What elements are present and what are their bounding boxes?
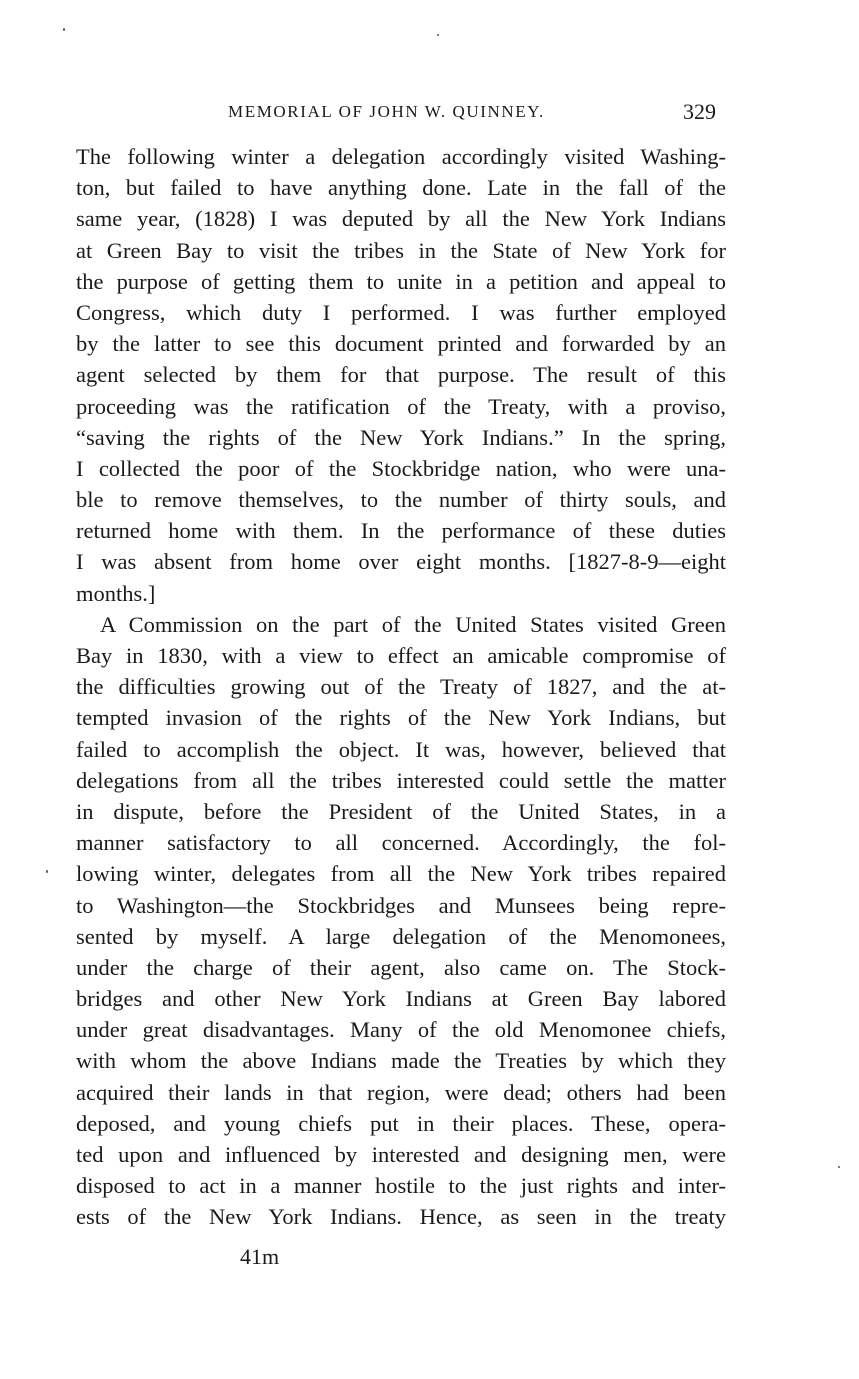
paragraph (76, 141, 726, 609)
text-line: the difficulties growing out of the Treaty of 1827, and the at- (76, 674, 726, 700)
text-line: same year, (1828) I was deputed by all the New York Indians (76, 206, 726, 232)
text-line: I collected the poor of the Stockbridge nation, who were una- (76, 455, 726, 481)
body-text (76, 141, 726, 1233)
text-line-first: A Commission on the part of the United States visited Green (100, 611, 726, 637)
paragraph (76, 609, 726, 1233)
text-line: failed to accomplish the object. It was, however, believed that (76, 736, 726, 762)
text-line: at Green Bay to visit the tribes in the State of New York for (76, 237, 726, 263)
text-line-last: months.] (76, 580, 156, 606)
text-line: tempted invasion of the rights of the New York Indians, but (76, 705, 726, 731)
text-line: “saving the rights of the New York Indians.” In the spring, (76, 424, 726, 450)
text-line: manner satisfactory to all concerned. Accordingly, the fol- (76, 830, 726, 856)
text-line: ble to remove themselves, to the number of thirty souls, and (76, 487, 726, 513)
ink-speck (838, 1166, 840, 1168)
text-line: lowing winter, delegates from all the New York tribes repaired (76, 861, 726, 887)
text-line: I was absent from home over eight months. [1827-8-9—eight (76, 549, 726, 575)
text-line: disposed to act in a manner hostile to the just rights and inter- (76, 1173, 726, 1199)
text-line: Congress, which duty I performed. I was further employed (76, 299, 726, 325)
text-line: ted upon and influenced by interested and designing men, were (76, 1142, 726, 1167)
text-line: under great disadvantages. Many of the old Menomonee chiefs, (76, 1017, 726, 1043)
text-line: returned home with them. In the performance of these duties (76, 518, 726, 544)
ink-speck (63, 28, 65, 31)
page-number: 329 (683, 99, 716, 124)
text-line: proceeding was the ratification of the Treaty, with a proviso, (76, 393, 726, 419)
text-line: bridges and other New York Indians at Green Bay labored (76, 986, 726, 1012)
signature-mark: 41m (240, 1244, 280, 1269)
text-line: ests of the New York Indians. Hence, as seen in the treaty (76, 1204, 726, 1230)
text-line: the purpose of getting them to unite in a petition and appeal to (76, 268, 726, 294)
ink-speck (437, 34, 439, 36)
text-line: Bay in 1830, with a view to effect an amicable compromise of (76, 643, 726, 668)
text-line: sented by myself. A large delegation of the Menomonees, (76, 923, 726, 949)
text-line: to Washington—the Stockbridges and Munsees being repre- (76, 892, 726, 918)
text-line: deposed, and young chiefs put in their places. These, opera- (76, 1110, 726, 1136)
text-line: under the charge of their agent, also came on. The Stock- (76, 954, 726, 980)
running-head (0, 97, 859, 127)
ink-speck (46, 870, 48, 873)
text-line: ton, but failed to have anything done. Late in the fall of the (76, 175, 726, 201)
text-line: acquired their lands in that region, were dead; others had been (76, 1079, 726, 1105)
text-line: by the latter to see this document printed and forwarded by an (76, 331, 726, 357)
text-line: The following winter a delegation accordingly visited Washing- (76, 144, 726, 169)
running-title: MEMORIAL OF JOHN W. QUINNEY. (228, 102, 545, 121)
text-line: with whom the above Indians made the Treaties by which they (76, 1048, 726, 1074)
text-line: delegations from all the tribes interested could settle the matter (76, 767, 726, 793)
text-line: in dispute, before the President of the United States, in a (76, 798, 726, 824)
text-line: agent selected by them for that purpose. The result of this (76, 362, 726, 388)
